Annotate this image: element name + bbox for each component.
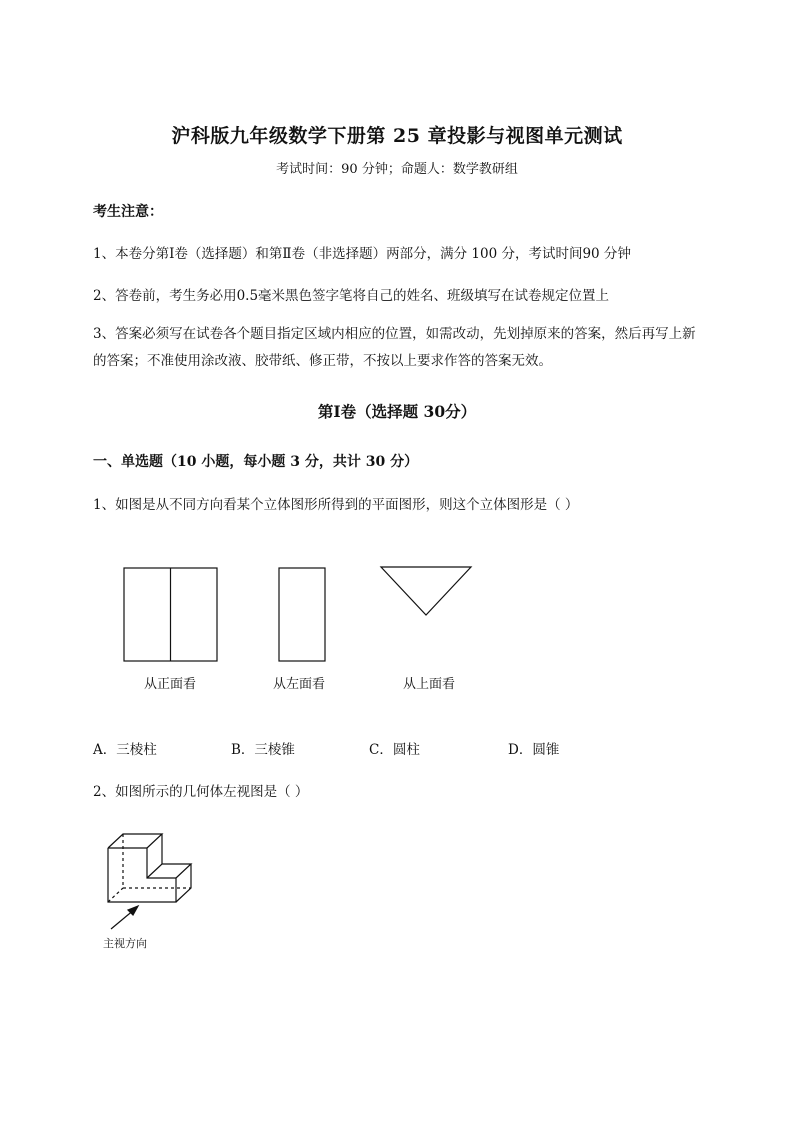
exam-info: 考试时间：90 分钟；命题人：数学教研组 (276, 162, 518, 177)
notice-item-1: 1、本卷分第Ⅰ卷（选择题）和第Ⅱ卷（非选择题）两部分，满分 100 分，考试时间90 分钟 (93, 246, 631, 262)
option-d[interactable]: D．圆锥 (508, 742, 560, 758)
option-a[interactable]: A．三棱柱 (93, 742, 157, 758)
stepped-solid-drawing (108, 834, 191, 902)
left-view-label: 从左面看 (272, 677, 325, 692)
page-title: 沪科版九年级数学下册第 25 章投影与视图单元测试 (171, 125, 623, 147)
option-b[interactable]: B．三棱锥 (231, 742, 295, 758)
question-1-stem: 1、如图是从不同方向看某个立体图形所得到的平面图形，则这个立体图形是（ ） (93, 497, 579, 513)
section-title: 第Ⅰ卷（选择题 30分） (317, 402, 477, 421)
left-view-drawing (279, 568, 325, 661)
question-2-stem: 2、如图所示的几何体左视图是（ ） (93, 784, 309, 800)
notice-item-2: 2、答卷前，考生务必用0.5毫米黑色签字笔将自己的姓名、班级填写在试卷规定位置上 (93, 288, 610, 304)
view-direction-label: 主视方向 (103, 937, 147, 950)
notice-item-3: 3、答案必须写在试卷各个题目指定区域内相应的位置，如需改动，先划掉原来的答案，然后再写上新的答案；不准使用涂改液、胶带纸、修正带，不按以上要求作答的答案无效。 (93, 326, 696, 369)
front-view-drawing (124, 568, 217, 661)
front-view-label: 从正面看 (143, 677, 196, 692)
view-direction-arrow-icon (111, 906, 138, 929)
option-c[interactable]: C．圆柱 (369, 742, 420, 758)
notice-heading: 考生注意： (93, 204, 163, 220)
top-view-drawing (381, 567, 471, 615)
part-heading: 一、单选题（10 小题，每小题 3 分，共计 30 分） (93, 454, 419, 470)
top-view-label: 从上面看 (402, 677, 455, 692)
